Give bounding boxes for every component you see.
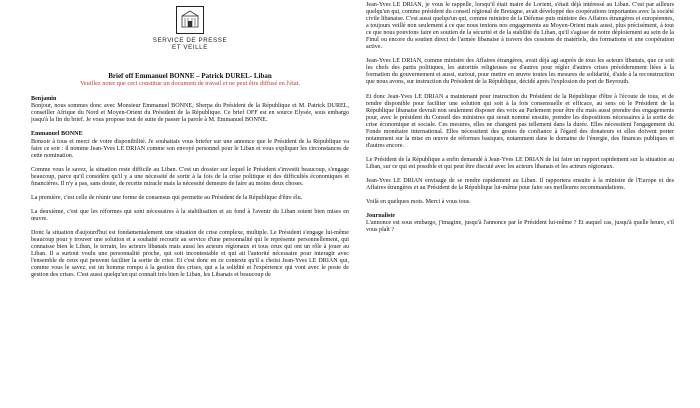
document-title: Brief off Emmanuel BONNE – Patrick DUREL- Liban [108,72,272,80]
paragraph: Comme vous le savez, la situation reste difficile au Liban. C'est un dossier sur lequel le Président s'investit beaucoup, s'engage beaucoup, parce qu'il considère qu'il y a une nécessité de sortir à la fois de la crise politique et des difficultés économiques et financières. Il n'y a pas, sans doute, de recette miracle mais la nécessité demeure de faire au moins deux choses. [31,166,349,187]
right-body [366,2,674,234]
paragraph: Jean-Yves LE DRIAN, comme ministre des Affaires étrangères, avait déjà agi auprès de tous les acteurs libanais, que ce soit les chefs des partis politiques, les autorités religieuses ou d'autres pour régler d'autres crises précédemment liées à la formation du gouvernement et aussi, surtout, pour mettre en œuvre toutes les mesures de solidarité, d'aide à la reconstruction que nous avons, sur instruction du Président de la République, décidé après l'explosion du port de Beyrouth. [366,58,674,86]
letterhead [31,0,349,60]
service-name-line1: SERVICE DE PRESSE [152,37,228,44]
left-body [31,96,349,279]
paragraph: Bonsoir à tous et merci de votre disponibilité. Je souhaitais vous briefer sur une annonce que le Président de la République va faire ce soir : il nomme Jean-Yves LE DRIAN comme son envoyé personnel pour le Liban et vous expliquer les circonstances de cette nomination. [31,138,349,159]
speaker-name: Emmanuel BONNE [31,131,83,138]
elysee-logo-icon [177,7,203,33]
speaker-name: Journaliste [366,213,396,220]
speaker-name: Benjamin [31,96,57,103]
paragraph: Le Président de la République a enfin demandé à Jean-Yves LE DRIAN de lui faire un rapport rapidement sur la situation au Liban, sur ce qui est possible et qui peut être discuté avec les acteurs libanais et les acteurs régionaux. [366,156,674,170]
paragraph: La deuxième, c'est que les réformes qui sont nécessaires à la stabilisation et au fond à l'avenir du Liban soient bien mises en œuvre. [31,208,349,222]
paragraph: Et donc Jean-Yves LE DRIAN a maintenant pour instruction du Président de la République d'être à l'écoute de tous, et de rendre disponible pour faciliter une solution qui soit à la fois consensuelle et efficace, au sens où le Président de la République libanaise devrait non seulement disposer des voix au Parlement pour être élu mais aussi prendre des engagements pour, avec le président du Conseil des ministres qui serait nommé ensuite, prendre les dispositions nécessaires à la sortie de crise économique et sociale. Ces mesures, elles ne changent pas tellement dans la durée. Elles nécessitent l'engagement du Fonds monétaire international. Elles nécessitent des gestes de confiance à l'égard des donateurs et elles doivent porter notamment sur la mise en œuvre de réformes basiques, notamment dans le domaine de l'énergie, des finances publiques et d'autres encore. [366,93,674,149]
right-column [366,2,674,234]
paragraph: Donc la situation d'aujourd'hui est fondamentalement une situation de crise complexe, multiple. Le Président s'engage lui-même beaucoup pour y trouver une solution et a souhaité recourir au service d'une personnalité qui le représente personnellement, qui connaisse bien le Liban, le terrain, les acteurs libanais mais aussi les acteurs régionaux et tous ceux qui ont un rôle à jouer au Liban. Il a surtout voulu une personnalité proche, qui soit incontestable et qui ait l'autorité nécessaire pour interagir avec l'ensemble de ceux qui peuvent faciliter la sortie de crise. Et c'est donc en ce contexte qu'il a choisi Jean-Yves LE DRIAN qui, comme vous le savez, est un homme rompu à la gestion des crises, qui a la solidité et l'expérience qui vont avec le poste de gestion des crises. C'est aussi quelqu'un qui connaît très bien le Liban, les Libanais et beaucoup de [31,229,349,279]
warning-notice: Veuillez noter que ceci constitue un document de travail et ne peut être diffusé en l'état. [80,80,300,87]
paragraph: Bonjour, nous sommes donc avec Monsieur Emmanuel BONNE, Sherpa du Président de la République et M. Patrick DUREL, conseiller Afrique du Nord et Moyen-Orient du Président de la République. Ce brief OFF est en source Elysée, sous embargo jusqu'à la fin du brief. Je vous propose tout de suite de passer la parole à M. Emmanuel BONNE. [31,103,349,124]
paragraph: L'annonce est sous embargo, j'imagine, jusqu'à l'annonce par le Président lui-même ? Et auquel cas, jusqu'à quelle heure, s'il vous plaît ? [366,220,674,234]
paragraph: Jean-Yves LE DRIAN, je vous le rappelle, lorsqu'il était maire de Lorient, s'était déjà intéressé au Liban. C'est par ailleurs quelqu'un qui, comme président du conseil régional de Bretagne, avait développé des coopérations importantes avec la société civile libanaise. C'est aussi quelqu'un qui, comme ministre de la Défense puis ministre des Affaires étrangères et européennes, a toujours veillé non seulement à ce que nous tenions nos engagements au Moyen-Orient mais aussi, plus précisément, à tout ce que nous pouvions faire en soutien de la sécurité et de la stabilité du Liban, qu'il s'agisse de notre déploiement au sein de la Finul ou encore du soutien direct de l'armée libanaise à travers des cessions de matériels, des formations et une coopération active. [366,2,674,51]
elysee-logo [176,6,204,34]
service-name-line2: ET VEILLE [172,44,208,52]
paragraph: Jean-Yves LE DRIAN envisage de se rendre rapidement au Liban. Il rapportera ensuite à la ministre de l'Europe et des Affaires étrangères et au Président de la République lui-même pour faire ses meilleures recommandations. [366,177,674,192]
paragraph: La première, c'est celle de réunir une forme de consensus qui permette au Président de la République d'être élu. [31,194,303,201]
left-column [31,0,349,279]
paragraph: Voilà en quelques mots. Merci à vous tous. [366,199,471,206]
